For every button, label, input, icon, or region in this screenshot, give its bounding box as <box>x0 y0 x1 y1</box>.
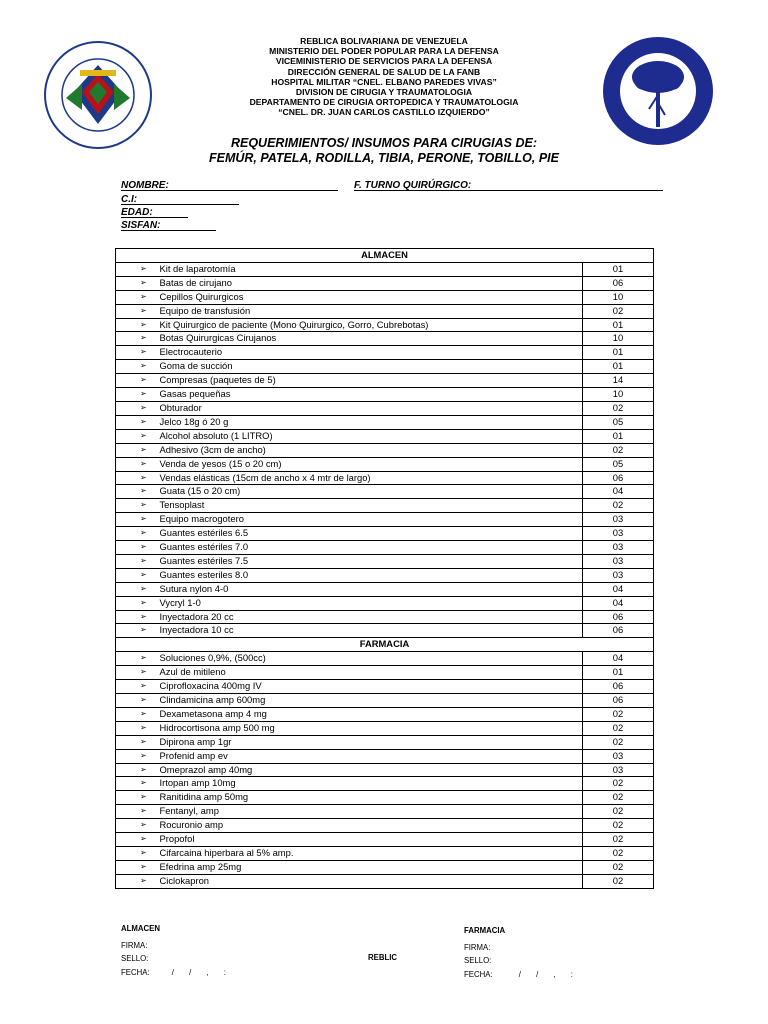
item-quantity: 02 <box>583 707 654 721</box>
arrow-bullet-icon: ➢ <box>116 527 160 541</box>
arrow-bullet-icon: ➢ <box>116 346 160 360</box>
item-name: Venda de yesos (15 o 20 cm) <box>160 457 583 471</box>
arrow-bullet-icon: ➢ <box>116 262 160 276</box>
almacen-firma-label: FIRMA: <box>121 940 148 950</box>
item-quantity: 01 <box>583 360 654 374</box>
item-name: Clindamicina amp 600mg <box>160 694 583 708</box>
arrow-bullet-icon: ➢ <box>116 805 160 819</box>
nombre-label: NOMBRE: <box>121 180 169 191</box>
item-quantity: 02 <box>583 805 654 819</box>
arrow-bullet-icon: ➢ <box>116 860 160 874</box>
item-quantity: 06 <box>583 610 654 624</box>
table-row <box>116 707 654 721</box>
item-name: Kit Quirurgico de paciente (Mono Quirurgico, Gorro, Cubrebotas) <box>160 318 583 332</box>
supplies-table <box>115 248 654 889</box>
header-line: REBLICA BOLIVARIANA DE VENEZUELA <box>300 36 468 46</box>
arrow-bullet-icon: ➢ <box>116 652 160 666</box>
table-row <box>116 582 654 596</box>
farmacia-sello-label: SELLO: <box>464 956 492 965</box>
title-line-2: FEMÚR, PATELA, RODILLA, TIBIA, PERONE, TOBILLO, PIE <box>208 151 559 165</box>
table-row <box>116 388 654 402</box>
table-row <box>116 596 654 610</box>
item-name: Dipirona amp 1gr <box>160 735 583 749</box>
item-quantity: 04 <box>583 582 654 596</box>
header-line: DIVISION DE CIRUGIA Y TRAUMATOLOGIA <box>295 87 473 98</box>
table-row <box>116 527 654 541</box>
arrow-bullet-icon: ➢ <box>116 554 160 568</box>
item-name: Ranitidina amp 50mg <box>160 791 583 805</box>
item-name: Hidrocortisona amp 500 mg <box>160 721 583 735</box>
arrow-bullet-icon: ➢ <box>116 541 160 555</box>
table-row <box>116 471 654 485</box>
arrow-bullet-icon: ➢ <box>116 374 160 388</box>
ci-label: C.I: <box>121 194 138 205</box>
item-quantity: 02 <box>583 443 654 457</box>
table-row <box>116 554 654 568</box>
item-quantity: 03 <box>583 527 654 541</box>
arrow-bullet-icon: ➢ <box>116 471 160 485</box>
item-name: Rocuronio amp <box>160 819 583 833</box>
table-row <box>116 290 654 304</box>
table-row <box>116 360 654 374</box>
header-line: DIRECCIÓN GENERAL DE SALUD DE LA FANB <box>287 66 481 77</box>
table-row <box>116 457 654 471</box>
item-name: Obturador <box>160 401 583 415</box>
arrow-bullet-icon: ➢ <box>116 499 160 513</box>
table-row <box>116 401 654 415</box>
farmacia-fecha-marks: / / , : <box>518 969 573 979</box>
arrow-bullet-icon: ➢ <box>116 290 160 304</box>
arrow-bullet-icon: ➢ <box>116 680 160 694</box>
table-row <box>116 652 654 666</box>
arrow-bullet-icon: ➢ <box>116 721 160 735</box>
section-title: FARMACIA <box>116 638 654 652</box>
table-row <box>116 346 654 360</box>
item-quantity: 03 <box>583 554 654 568</box>
item-quantity: 05 <box>583 457 654 471</box>
item-quantity: 01 <box>583 666 654 680</box>
item-name: Soluciones 0,9%, (500cc) <box>160 652 583 666</box>
table-row <box>116 624 654 638</box>
item-name: Sutura nylon 4-0 <box>160 582 583 596</box>
item-name: Efedrina amp 25mg <box>160 860 583 874</box>
table-row <box>116 485 654 499</box>
item-name: Compresas (paquetes de 5) <box>160 374 583 388</box>
item-quantity: 06 <box>583 694 654 708</box>
hospital-militar-logo <box>42 40 154 150</box>
center-mark: REBLIC <box>368 953 398 962</box>
item-quantity: 10 <box>583 332 654 346</box>
table-row <box>116 513 654 527</box>
item-quantity: 03 <box>583 749 654 763</box>
turno-field[interactable] <box>354 180 663 191</box>
item-quantity: 02 <box>583 777 654 791</box>
item-quantity: 02 <box>583 791 654 805</box>
item-name: Guata (15 o 20 cm) <box>160 485 583 499</box>
nombre-field[interactable] <box>121 180 338 191</box>
item-quantity: 02 <box>583 833 654 847</box>
arrow-bullet-icon: ➢ <box>116 694 160 708</box>
table-row <box>116 304 654 318</box>
sisfan-label: SISFAN: <box>121 220 161 231</box>
item-quantity: 03 <box>583 763 654 777</box>
arrow-bullet-icon: ➢ <box>116 429 160 443</box>
arrow-bullet-icon: ➢ <box>116 833 160 847</box>
table-row <box>116 332 654 346</box>
table-row <box>116 777 654 791</box>
table-row <box>116 819 654 833</box>
table-row <box>116 499 654 513</box>
item-quantity: 02 <box>583 819 654 833</box>
item-name: Botas Quirurgicas Cirujanos <box>160 332 583 346</box>
almacen-signature-block <box>121 922 226 979</box>
item-name: Adhesivo (3cm de ancho) <box>160 443 583 457</box>
traumatologia-logo <box>603 37 713 145</box>
item-name: Inyectadora 20 cc <box>160 610 583 624</box>
table-row <box>116 415 654 429</box>
table-row <box>116 749 654 763</box>
table-row <box>116 791 654 805</box>
item-quantity: 06 <box>583 471 654 485</box>
table-row <box>116 846 654 860</box>
arrow-bullet-icon: ➢ <box>116 318 160 332</box>
almacen-fecha-label: FECHA: <box>121 967 150 977</box>
arrow-bullet-icon: ➢ <box>116 846 160 860</box>
section-header-row <box>116 249 654 263</box>
table-row <box>116 721 654 735</box>
title-line-1: REQUERIMIENTOS/ INSUMOS PARA CIRUGIAS DE: <box>230 136 538 150</box>
item-name: Ciclokapron <box>160 874 583 888</box>
farmacia-firma-label: FIRMA: <box>464 942 491 952</box>
header-line: DEPARTAMENTO DE CIRUGIA ORTOPEDICA Y TRAUMATOLOGIA <box>249 97 519 108</box>
item-name: Batas de cirujano <box>160 276 583 290</box>
item-quantity: 06 <box>583 680 654 694</box>
table-row <box>116 666 654 680</box>
table-row <box>116 735 654 749</box>
item-name: Kit de laparotomía <box>160 262 583 276</box>
institution-header <box>200 36 568 118</box>
item-name: Jelco 18g ó 20 g <box>160 415 583 429</box>
item-quantity: 01 <box>583 318 654 332</box>
section-title: ALMACEN <box>116 249 654 263</box>
arrow-bullet-icon: ➢ <box>116 777 160 791</box>
item-name: Fentanyl, amp <box>160 805 583 819</box>
table-row <box>116 276 654 290</box>
header-line: “CNEL. DR. JUAN CARLOS CASTILLO IZQUIERDO” <box>278 107 490 118</box>
item-quantity: 02 <box>583 846 654 860</box>
item-quantity: 04 <box>583 596 654 610</box>
arrow-bullet-icon: ➢ <box>116 749 160 763</box>
table-row <box>116 318 654 332</box>
item-quantity: 04 <box>583 652 654 666</box>
item-name: Vendas elásticas (15cm de ancho x 4 mtr de largo) <box>160 471 583 485</box>
item-name: Ciprofloxacina 400mg IV <box>160 680 583 694</box>
item-quantity: 03 <box>583 568 654 582</box>
arrow-bullet-icon: ➢ <box>116 568 160 582</box>
table-row <box>116 833 654 847</box>
table-row <box>116 568 654 582</box>
arrow-bullet-icon: ➢ <box>116 415 160 429</box>
item-name: Equipo macrogotero <box>160 513 583 527</box>
farmacia-fecha-label: FECHA: <box>464 969 493 979</box>
arrow-bullet-icon: ➢ <box>116 874 160 888</box>
item-quantity: 01 <box>583 346 654 360</box>
table-row <box>116 874 654 888</box>
arrow-bullet-icon: ➢ <box>116 763 160 777</box>
item-quantity: 02 <box>583 304 654 318</box>
item-quantity: 01 <box>583 262 654 276</box>
arrow-bullet-icon: ➢ <box>116 819 160 833</box>
table-row <box>116 680 654 694</box>
item-quantity: 10 <box>583 290 654 304</box>
arrow-bullet-icon: ➢ <box>116 582 160 596</box>
almacen-sello-label: SELLO: <box>121 954 149 963</box>
item-name: Cepillos Quirurgicos <box>160 290 583 304</box>
item-name: Electrocauterio <box>160 346 583 360</box>
item-quantity: 02 <box>583 401 654 415</box>
item-name: Vycryl 1-0 <box>160 596 583 610</box>
item-name: Gasas pequeñas <box>160 388 583 402</box>
arrow-bullet-icon: ➢ <box>116 624 160 638</box>
arrow-bullet-icon: ➢ <box>116 388 160 402</box>
arrow-bullet-icon: ➢ <box>116 513 160 527</box>
item-quantity: 04 <box>583 485 654 499</box>
arrow-bullet-icon: ➢ <box>116 276 160 290</box>
item-name: Tensoplast <box>160 499 583 513</box>
item-name: Azul de mitileno <box>160 666 583 680</box>
item-quantity: 10 <box>583 388 654 402</box>
arrow-bullet-icon: ➢ <box>116 485 160 499</box>
almacen-fecha-marks: / / , : <box>171 967 226 977</box>
arrow-bullet-icon: ➢ <box>116 457 160 471</box>
header-line: MINISTERIO DEL PODER POPULAR PARA LA DEFENSA <box>269 46 499 57</box>
item-quantity: 01 <box>583 429 654 443</box>
arrow-bullet-icon: ➢ <box>116 791 160 805</box>
ci-field[interactable] <box>121 194 239 205</box>
item-name: Irtopan amp 10mg <box>160 777 583 791</box>
farmacia-signature-title: FARMACIA <box>464 926 506 935</box>
item-name: Omeprazol amp 40mg <box>160 763 583 777</box>
item-name: Propofol <box>160 833 583 847</box>
item-name: Dexametasona amp 4 mg <box>160 707 583 721</box>
item-name: Cifarcaina hiperbara al 5% amp. <box>160 846 583 860</box>
arrow-bullet-icon: ➢ <box>116 401 160 415</box>
item-quantity: 02 <box>583 874 654 888</box>
header-line: HOSPITAL MILITAR “CNEL. ELBANO PAREDES VIVAS” <box>271 76 497 87</box>
sisfan-field[interactable] <box>121 220 216 231</box>
item-name: Guantes estériles 6.5 <box>160 527 583 541</box>
item-quantity: 02 <box>583 721 654 735</box>
table-row <box>116 262 654 276</box>
item-quantity: 03 <box>583 513 654 527</box>
item-quantity: 03 <box>583 541 654 555</box>
item-name: Alcohol absoluto (1 LITRO) <box>160 429 583 443</box>
table-row <box>116 374 654 388</box>
document-title <box>150 136 618 166</box>
item-quantity: 02 <box>583 860 654 874</box>
table-row <box>116 763 654 777</box>
almacen-signature-title: ALMACEN <box>121 924 160 933</box>
item-name: Guantes estériles 7.5 <box>160 554 583 568</box>
item-name: Guantes estériles 7.0 <box>160 541 583 555</box>
table-row <box>116 429 654 443</box>
item-name: Inyectadora 10 cc <box>160 624 583 638</box>
item-name: Equipo de transfusión <box>160 304 583 318</box>
edad-field[interactable] <box>121 207 188 218</box>
item-quantity: 06 <box>583 624 654 638</box>
item-name: Profenid amp ev <box>160 749 583 763</box>
item-quantity: 06 <box>583 276 654 290</box>
arrow-bullet-icon: ➢ <box>116 360 160 374</box>
table-row <box>116 860 654 874</box>
table-row <box>116 610 654 624</box>
arrow-bullet-icon: ➢ <box>116 304 160 318</box>
edad-label: EDAD: <box>121 207 153 218</box>
arrow-bullet-icon: ➢ <box>116 610 160 624</box>
arrow-bullet-icon: ➢ <box>116 443 160 457</box>
item-name: Goma de succión <box>160 360 583 374</box>
header-line: VICEMINISTERIO DE SERVICIOS PARA LA DEFENSA <box>275 56 493 67</box>
arrow-bullet-icon: ➢ <box>116 596 160 610</box>
table-row <box>116 443 654 457</box>
table-row <box>116 694 654 708</box>
item-quantity: 02 <box>583 735 654 749</box>
item-quantity: 14 <box>583 374 654 388</box>
section-header-row <box>116 638 654 652</box>
arrow-bullet-icon: ➢ <box>116 332 160 346</box>
table-row <box>116 805 654 819</box>
arrow-bullet-icon: ➢ <box>116 735 160 749</box>
item-name: Guantes esteriles 8.0 <box>160 568 583 582</box>
arrow-bullet-icon: ➢ <box>116 666 160 680</box>
item-quantity: 02 <box>583 499 654 513</box>
table-row <box>116 541 654 555</box>
farmacia-signature-block <box>464 924 573 981</box>
item-quantity: 05 <box>583 415 654 429</box>
turno-label: F. TURNO QUIRÚRGICO: <box>354 180 472 191</box>
arrow-bullet-icon: ➢ <box>116 707 160 721</box>
